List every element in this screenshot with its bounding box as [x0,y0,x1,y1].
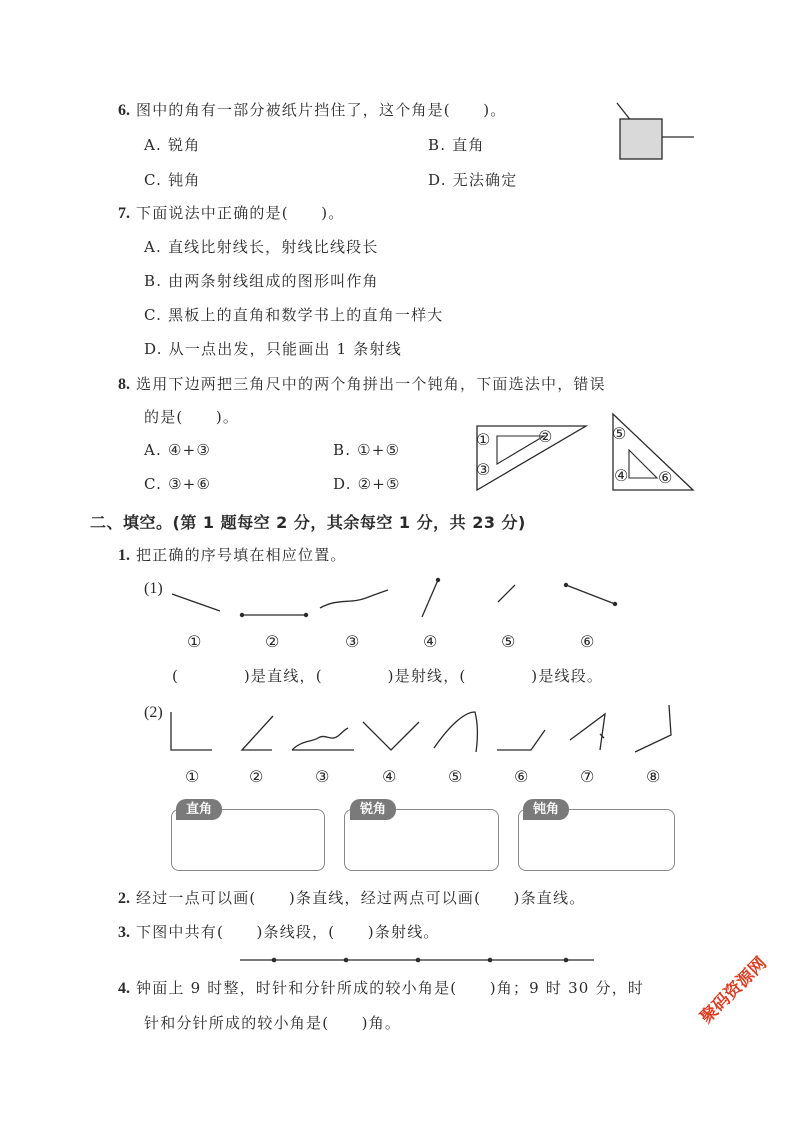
fill4-number: 4. [118,980,130,997]
part1-num-1: ① [187,632,202,651]
fill1-text: 把正确的序号填在相应位置。 [136,546,347,564]
set-square-2-angle-6: ⑥ [658,468,673,487]
q6-text: 图中的角有一部分被纸片挡住了，这个角是( )。 [136,101,507,119]
set-square-2-angle-5: ⑤ [612,424,627,443]
set-square-2-angle-4: ④ [614,466,629,485]
fill1-number: 1. [118,547,130,564]
fill3-number: 3. [118,924,130,941]
part1-num-6: ⑥ [580,632,595,651]
q7-option-c: C. 黑板上的直角和数学书上的直角一样大 [144,306,444,324]
set-square-1-angle-3: ③ [476,460,491,479]
fill4-text-line2: 针和分针所成的较小角是( )角。 [144,1014,402,1032]
part2-num-5: ⑤ [448,767,463,786]
q7-text: 下面说法中正确的是( )。 [136,204,345,222]
part2-num-8: ⑧ [646,767,661,786]
q8-option-c: C. ③+⑥ [144,475,212,493]
q7-option-b: B. 由两条射线组成的图形叫作角 [144,272,379,290]
part2-num-3: ③ [315,767,330,786]
set-square-1-angle-2: ② [538,427,553,446]
fill1-part1-label: (1) [144,580,163,597]
fill3-text: 下图中共有( )条线段，( )条射线。 [136,923,440,941]
fill2-number: 2. [118,890,130,907]
part1-num-3: ③ [345,632,360,651]
q6-option-b: B. 直角 [428,136,485,154]
part1-num-4: ④ [423,632,438,651]
q7-number: 7. [118,205,130,222]
q8-text-line1: 选用下边两把三角尺中的两个角拼出一个钝角，下面选法中，错误 [136,375,606,393]
fill4-stem-line1 [118,978,644,999]
q7-option-d: D. 从一点出发，只能画出 1 条射线 [144,340,402,358]
part2-num-6: ⑥ [514,767,529,786]
answer-box-acute-angle-label: 锐角 [350,799,396,820]
answer-box-right-angle-label: 直角 [176,799,222,820]
fill1-part2-label: (2) [144,704,163,721]
section-2-title: 二、填空。(第 1 题每空 2 分，其余每空 1 分，共 23 分) [90,513,526,532]
q6-number: 6. [118,102,130,119]
fill4-text-line1: 钟面上 9 时整，时针和分针所成的较小角是( )角；9 时 30 分，时 [136,979,645,997]
part1-answer-text: )是直线，( )是射线，( )是线段。 [179,667,604,685]
q8-option-a: A. ④+③ [144,441,212,459]
q8-option-b: B. ①+⑤ [333,441,401,459]
part2-num-2: ② [249,767,264,786]
set-square-1-angle-1: ① [476,430,491,449]
q6-option-d: D. 无法确定 [428,171,518,189]
q8-number: 8. [118,376,130,393]
part1-num-5: ⑤ [501,632,516,651]
watermark: 聚码资源网 [696,953,771,1028]
part1-num-2: ② [265,632,280,651]
answer-box-obtuse-angle-label: 钝角 [523,799,569,820]
q7-option-a: A. 直线比射线长，射线比线段长 [144,238,379,256]
fill2-text: 经过一点可以画( )条直线，经过两点可以画( )条直线。 [136,889,586,907]
q6-option-c: C. 钝角 [144,171,201,189]
part2-num-1: ① [185,767,200,786]
q8-text-line2: 的是( )。 [144,408,240,426]
q8-option-d: D. ②+⑤ [333,475,401,493]
part2-num-7: ⑦ [580,767,595,786]
q6-option-a: A. 锐角 [144,136,201,154]
part2-num-4: ④ [382,767,397,786]
part1-answer-open: ( [172,667,180,685]
